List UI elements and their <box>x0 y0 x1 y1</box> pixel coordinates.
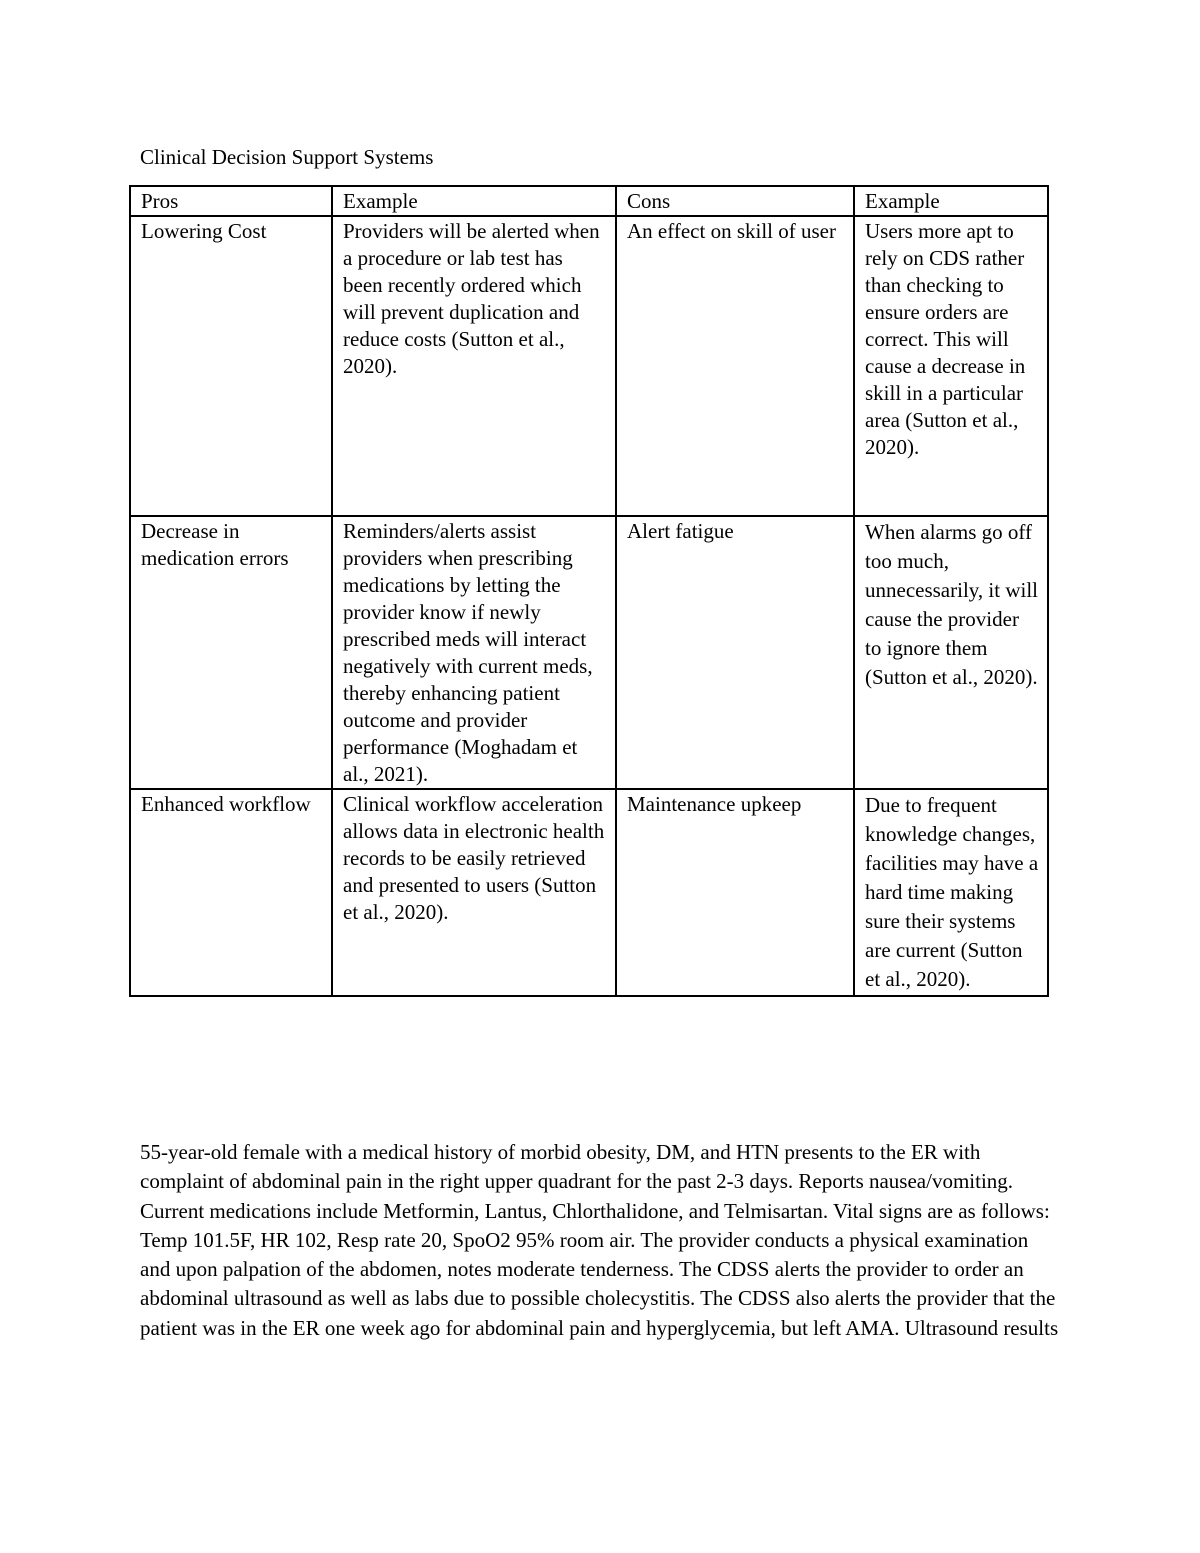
table-header-row <box>130 186 1048 216</box>
con-example-cell: Users more apt to rely on CDS rather than checking to ensure orders are correct. This will cause a decrease in skill in a particular area (Sutton et al., 2020). <box>854 216 1048 516</box>
document-title: Clinical Decision Support Systems <box>140 145 434 169</box>
pro-cell: Decrease in medication errors <box>130 516 332 789</box>
pros-cons-table <box>129 185 1049 997</box>
con-example-cell: When alarms go off too much, unnecessarily, it will cause the provider to ignore them (Sutton et al., 2020). <box>854 516 1048 789</box>
pro-example-cell: Clinical workflow acceleration allows data in electronic health records to be easily retrieved and presented to users (Sutton et al., 2020). <box>332 789 616 996</box>
pro-example-cell: Providers will be alerted when a procedure or lab test has been recently ordered which will prevent duplication and reduce costs (Sutton et al., 2020). <box>332 216 616 516</box>
con-cell: Maintenance upkeep <box>616 789 854 996</box>
con-cell: An effect on skill of user <box>616 216 854 516</box>
con-cell: Alert fatigue <box>616 516 854 789</box>
column-header-pros-example: Example <box>332 186 616 216</box>
table-row <box>130 216 1048 516</box>
pro-cell: Lowering Cost <box>130 216 332 516</box>
column-header-pros: Pros <box>130 186 332 216</box>
table-row <box>130 516 1048 789</box>
column-header-cons: Cons <box>616 186 854 216</box>
table-row <box>130 789 1048 996</box>
column-header-cons-example: Example <box>854 186 1048 216</box>
case-study-paragraph: 55-year-old female with a medical history of morbid obesity, DM, and HTN presents to the ER with complaint of abdominal pain in the right upper quadrant for the past 2-3 days. Reports nausea/vomiting. Current medications include Metformin, Lantus, Chlorthalidone, and Telmisartan. Vital signs are as follows: Temp 101.5F, HR 102, Resp rate 20, SpoO2 95% room air. The provider conducts a physical examination and upon palpation of the abdomen, notes moderate tenderness. The CDSS alerts the provider to order an abdominal ultrasound as well as labs due to possible cholecystitis. The CDSS also alerts the provider that the patient was in the ER one week ago for abdominal pain and hyperglycemia, but left AMA. Ultrasound results <box>140 1140 1059 1340</box>
pro-cell: Enhanced workflow <box>130 789 332 996</box>
pro-example-cell: Reminders/alerts assist providers when prescribing medications by letting the provider know if newly prescribed meds will interact negatively with current meds, thereby enhancing patient outcome and provider performance (Moghadam et al., 2021). <box>332 516 616 789</box>
con-example-cell: Due to frequent knowledge changes, facilities may have a hard time making sure their systems are current (Sutton et al., 2020). <box>854 789 1048 996</box>
